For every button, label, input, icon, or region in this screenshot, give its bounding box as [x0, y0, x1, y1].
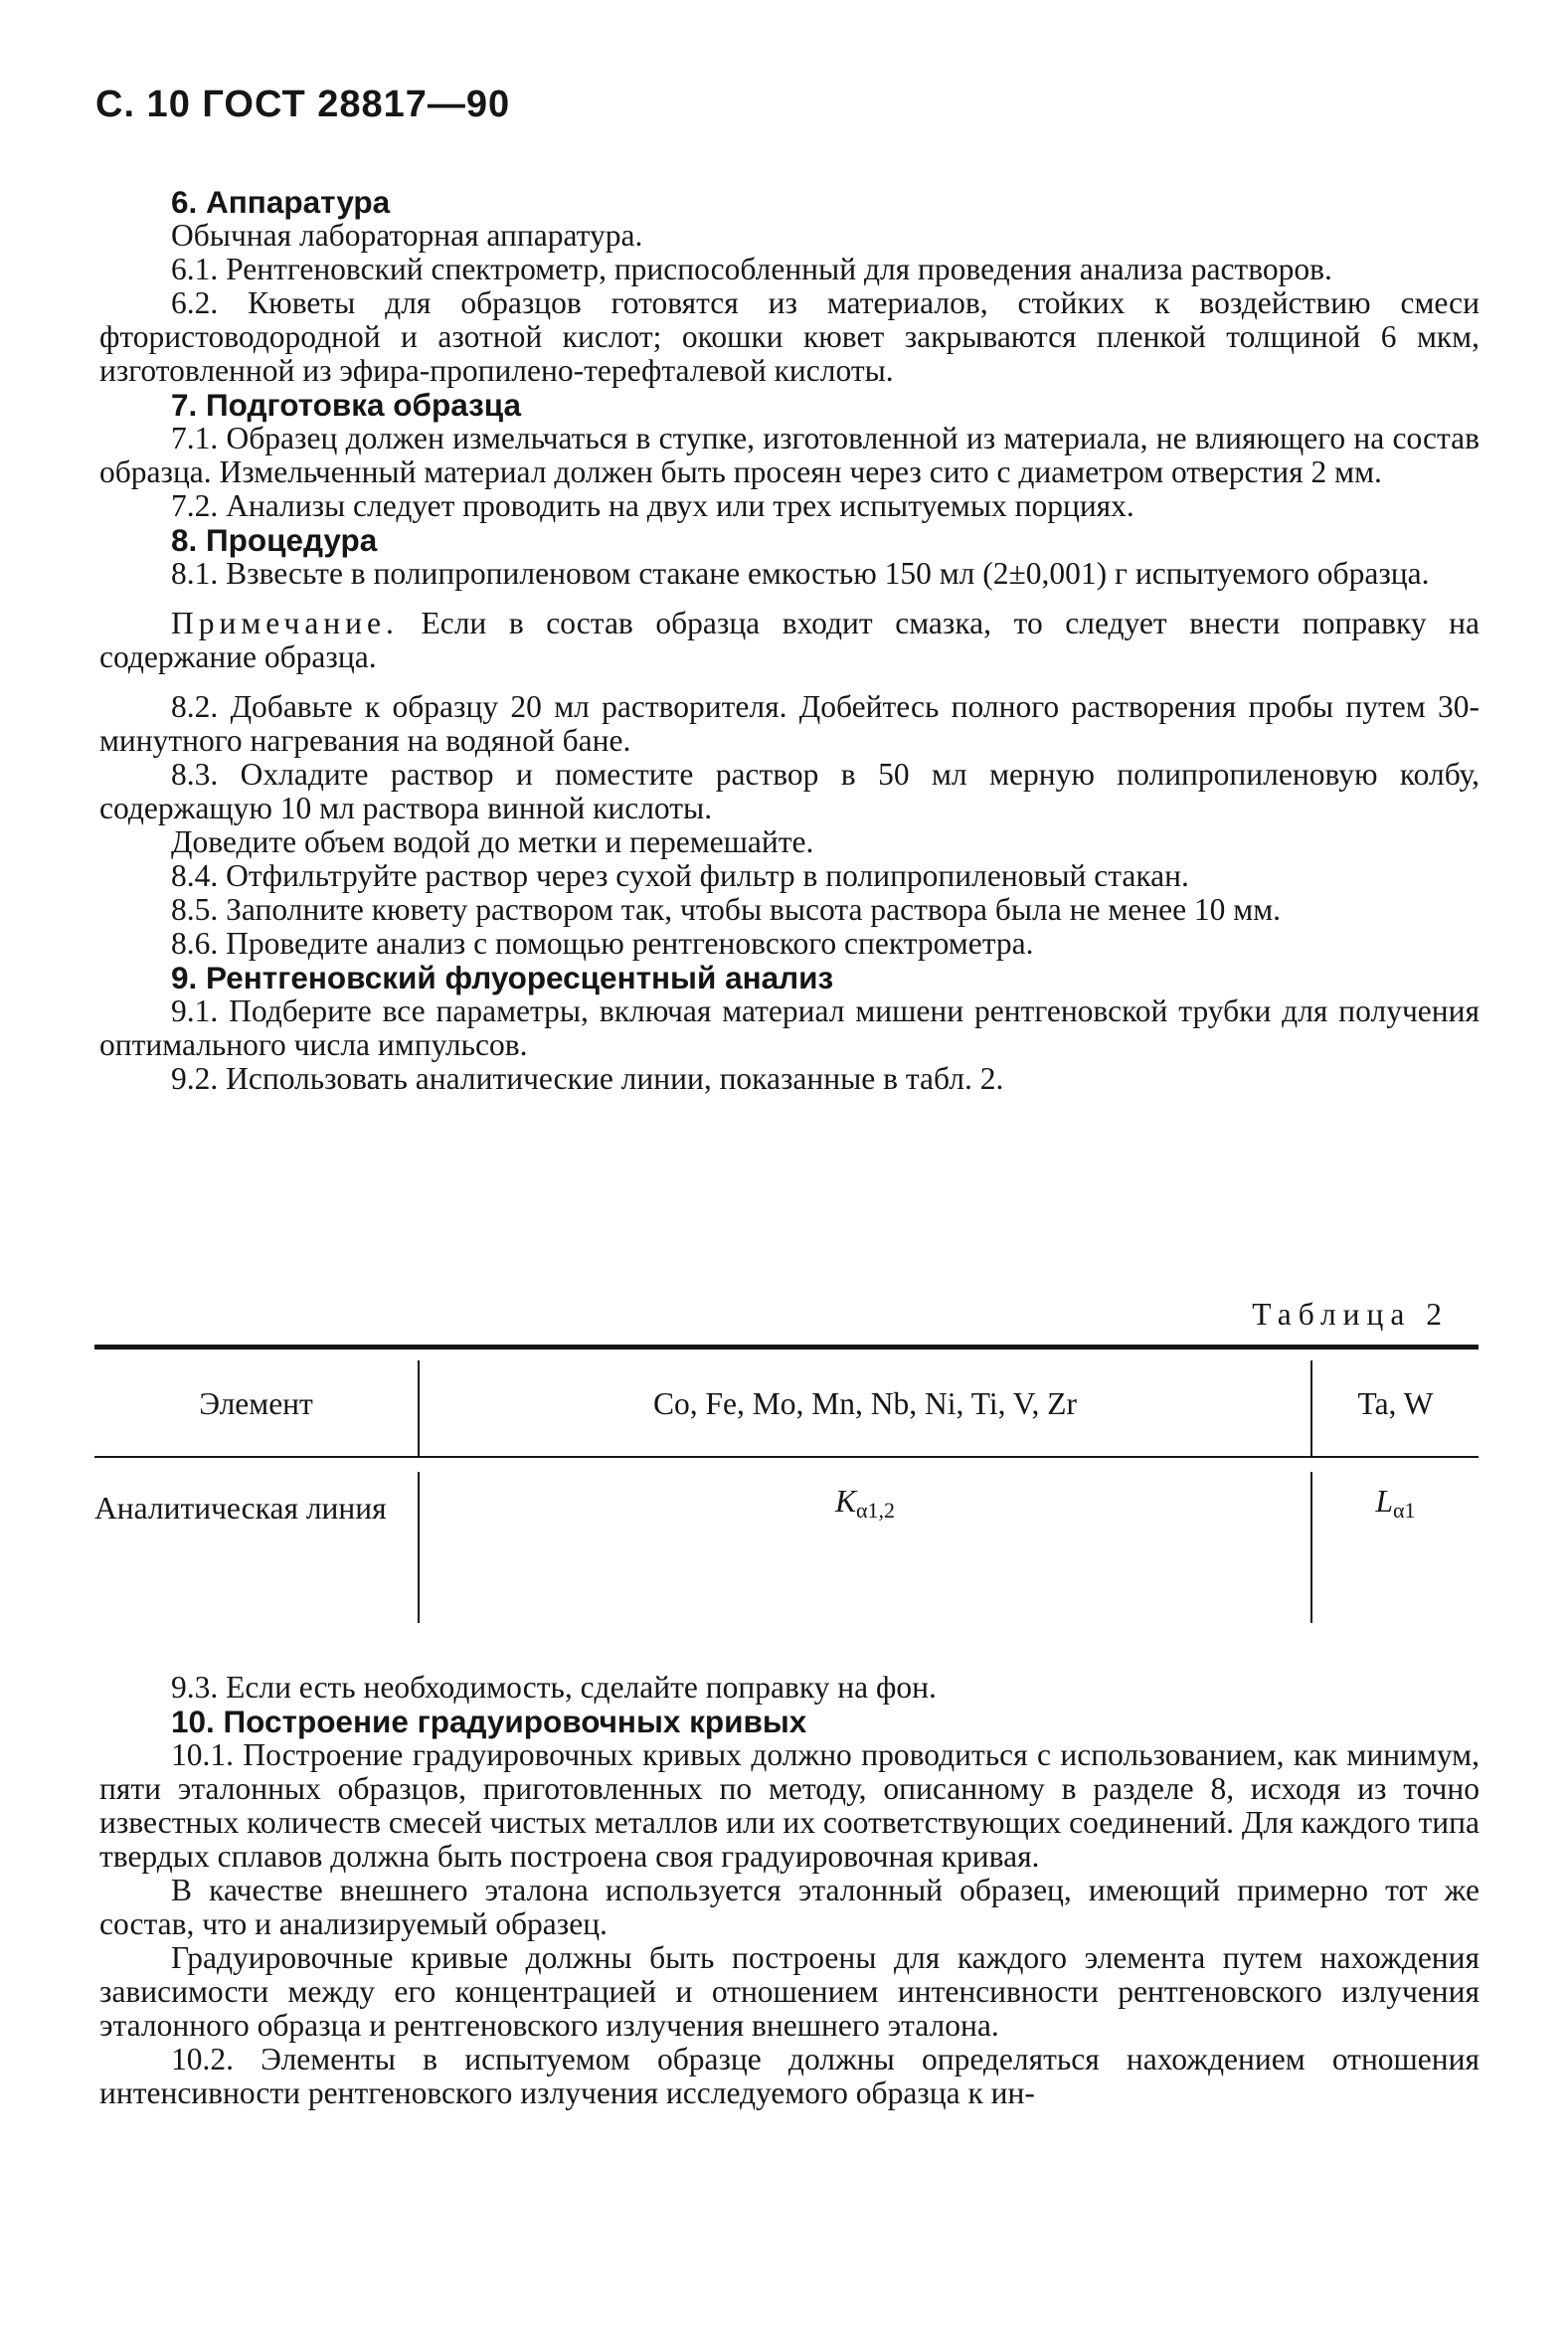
section-6-2: 6.2. Кюветы для образцов готовятся из материалов, стойких к воздействию смеси фтористоводородной и азотной кислот; окошки кювет закрываются пленкой толщиной 6 мкм, изготовленной из эфира-пропилено-терефталевой кислоты.: [99, 285, 1480, 388]
section-9-2: 9.2. Использовать аналитические линии, показанные в табл. 2.: [171, 1061, 1004, 1096]
table-row-label: Аналитическая линия: [94, 1491, 387, 1526]
note-paragraph: [99, 607, 1480, 674]
section-8-5: 8.5. Заполните кювету раствором так, чтобы высота раствора была не менее 10 мм.: [171, 892, 1282, 927]
table-header-rule: [94, 1456, 1479, 1458]
section-10-title: 10. Построение градуировочных кривых: [171, 1704, 807, 1739]
section-10-1c: Градуировочные кривые должны быть построены для каждого элемента путем нахождения зависимости между его концентрацией и отношением интенсивности рентгеновского излучения эталонного образца и рентгеновского излучения внешнего эталона.: [99, 1940, 1480, 2043]
section-10-2: 10.2. Элементы в испытуемом образце должны определяться нахождением отношения интенсивности рентгеновского излучения исследуемого образца к ин-: [99, 2042, 1480, 2110]
line1-symbol: K: [834, 1484, 856, 1519]
note-label: Примечание.: [171, 606, 399, 640]
body-part-2: [99, 1671, 1480, 2110]
table-2: [94, 1345, 1479, 1623]
section-7-2: 7.2. Анализы следует проводить на двух или трех испытуемых порциях.: [171, 488, 1134, 523]
body-part-1: [99, 185, 1480, 1096]
line1-subscript: α1,2: [855, 1498, 896, 1523]
table-header-group1: Co, Fe, Mo, Mn, Nb, Ni, Ti, V, Zr: [653, 1386, 1077, 1421]
section-9-1: 9.1. Подберите все параметры, включая материал мишени рентгеновской трубки для получения оптимального числа импульсов.: [99, 993, 1480, 1062]
page-header: С. 10 ГОСТ 28817—90: [95, 84, 511, 125]
note-text: Если в состав образца входит смазка, то следует внести поправку на содержание образца.: [99, 606, 1481, 674]
section-6-title: 6. Аппаратура: [171, 184, 391, 220]
section-7-1: 7.1. Образец должен измельчаться в ступке, изготовленной из материала, не влияющего на состав образца. Измельченный материал должен быть просеян через сито с диаметром отверстия 2 мм.: [99, 421, 1480, 489]
line2-subscript: α1: [1393, 1498, 1416, 1523]
table-header-group2: Ta, W: [1357, 1386, 1434, 1421]
section-10-1b: В качестве внешнего эталона используется эталонный образец, имеющий примерно тот же состав, что и анализируемый образец.: [99, 1873, 1480, 1941]
section-8-title: 8. Процедура: [171, 522, 378, 558]
section-6-intro: Обычная лабораторная аппаратура.: [171, 218, 643, 253]
section-8-2: 8.2. Добавьте к образцу 20 мл растворителя. Добейтесь полного растворения пробы путем 30-минутного нагревания на водяной бане.: [99, 689, 1480, 758]
section-8-1: 8.1. Взвесьте в полипропиленовом стакане емкостью 150 мл (2±0,001) г испытуемого образца.: [171, 556, 1430, 591]
section-6-1: 6.1. Рентгеновский спектрометр, приспособленный для проведения анализа растворов.: [171, 252, 1332, 286]
section-9-3: 9.3. Если есть необходимость, сделайте поправку на фон.: [171, 1670, 937, 1705]
line2-symbol: L: [1375, 1484, 1393, 1519]
section-8-3: 8.3. Охладите раствор и поместите раствор в 50 мл мерную полипропиленовую колбу, содержащую 10 мл раствора винной кислоты.: [99, 757, 1480, 825]
table-header-element: Элемент: [199, 1386, 313, 1421]
table-top-rule: [94, 1345, 1479, 1350]
section-8-6: 8.6. Проведите анализ с помощью рентгеновского спектрометра.: [171, 926, 1034, 961]
section-10-1: 10.1. Построение градуировочных кривых должно проводиться с использованием, как минимум, пяти эталонных образцов, приготовленных по методу, описанному в разделе 8, исходя из точно известных количеств смесей чистых металлов или их соответствующих соединений. Для каждого типа твердых сплавов должна быть построена своя градуировочная кривая.: [99, 1737, 1480, 1874]
section-8-3b: Доведите объем водой до метки и перемешайте.: [171, 824, 814, 859]
table-cell-line2: [1312, 1484, 1479, 1524]
section-7-title: 7. Подготовка образца: [171, 387, 522, 423]
table-caption: Таблица 2: [1252, 1297, 1449, 1332]
table-cell-line1: [420, 1484, 1310, 1524]
section-9-title: 9. Рентгеновский флуоресцентный анализ: [171, 960, 834, 995]
section-8-4: 8.4. Отфильтруйте раствор через сухой фильтр в полипропиленовый стакан.: [171, 858, 1189, 893]
